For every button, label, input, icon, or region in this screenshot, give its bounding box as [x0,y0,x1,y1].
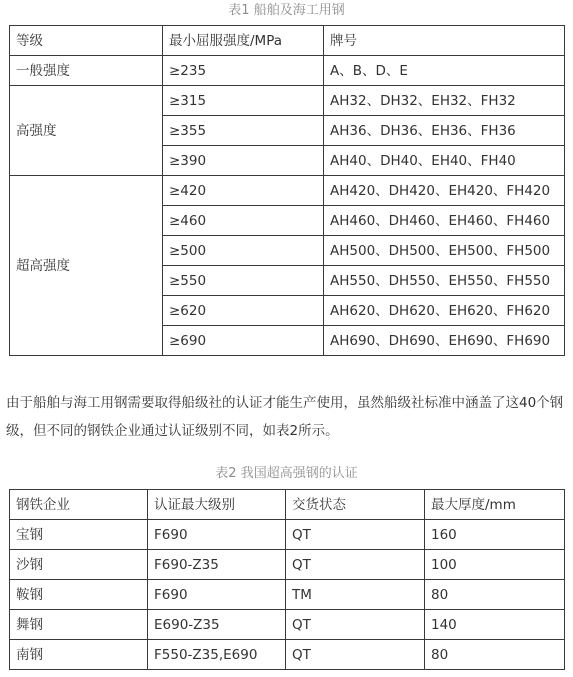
table2-cell: QT [286,550,425,580]
table1-caption: 表1 船舶及海工用钢 [228,3,345,18]
table2-cell: 80 [425,640,565,670]
table2-header-cell: 认证最大级别 [148,490,286,520]
strength-cell: ≥500 [163,236,324,266]
table2-cell: QT [286,640,425,670]
table2-cell: QT [286,520,425,550]
strength-cell: ≥550 [163,266,324,296]
table2-cell: 100 [425,550,565,580]
table2-cell: E690-Z35 [148,610,286,640]
table2-cell: 160 [425,520,565,550]
brand-cell: AH32、DH32、EH32、FH32 [324,86,565,116]
certification-table [9,489,565,670]
brand-cell: AH460、DH460、EH460、FH460 [324,206,565,236]
table-row [10,580,565,610]
table-row [10,520,565,550]
strength-cell: ≥420 [163,176,324,206]
strength-cell: ≥355 [163,116,324,146]
strength-cell: ≥390 [163,146,324,176]
table2-cell: 南钢 [10,640,148,670]
table-row [10,550,565,580]
table2-cell: 140 [425,610,565,640]
table-row [10,610,565,640]
table1-header-cell: 最小屈服强度/MPa [163,26,324,56]
table2-cell: F690 [148,520,286,550]
table2-cell: F690 [148,580,286,610]
brand-cell: AH550、DH550、EH550、FH550 [324,266,565,296]
brand-cell: AH420、DH420、EH420、FH420 [324,176,565,206]
table2-cell: 舞钢 [10,610,148,640]
brand-cell: A、B、D、E [324,56,565,86]
table2-header-cell: 最大厚度/mm [425,490,565,520]
table2-cell: TM [286,580,425,610]
steel-grade-table [9,25,565,356]
table1-header-row [10,26,565,56]
strength-cell: ≥690 [163,326,324,356]
table2-cell: 鞍钢 [10,580,148,610]
brand-cell: AH40、DH40、EH40、FH40 [324,146,565,176]
brand-cell: AH620、DH620、EH620、FH620 [324,296,565,326]
grade-cell: 高强度 [10,86,163,176]
table-row [10,640,565,670]
table1-header-cell: 牌号 [324,26,565,56]
table2-cell: 80 [425,580,565,610]
grade-cell: 超高强度 [10,176,163,356]
table2-cell: QT [286,610,425,640]
table2-header-cell: 钢铁企业 [10,490,148,520]
table2-cell: F690-Z35 [148,550,286,580]
grade-cell: 一般强度 [10,56,163,86]
table-row [10,176,565,206]
brand-cell: AH36、DH36、EH36、FH36 [324,116,565,146]
table2-cell: 宝钢 [10,520,148,550]
table2-header-row [10,490,565,520]
table2-header-cell: 交货状态 [286,490,425,520]
table1-header-cell: 等级 [10,26,163,56]
table-row [10,86,565,116]
brand-cell: AH500、DH500、EH500、FH500 [324,236,565,266]
strength-cell: ≥460 [163,206,324,236]
body-paragraph: 由于船舶与海工用钢需要取得船级社的认证才能生产使用，虽然船级社标准中涵盖了这40个钢级，但不同的钢铁企业通过认证级别不同，如表2所示。 [6,395,564,439]
table2-cell: 沙钢 [10,550,148,580]
table-row [10,56,565,86]
table2-cell: F550-Z35,E690 [148,640,286,670]
strength-cell: ≥235 [163,56,324,86]
brand-cell: AH690、DH690、EH690、FH690 [324,326,565,356]
table2-caption: 表2 我国超高强钢的认证 [215,466,358,481]
strength-cell: ≥315 [163,86,324,116]
strength-cell: ≥620 [163,296,324,326]
